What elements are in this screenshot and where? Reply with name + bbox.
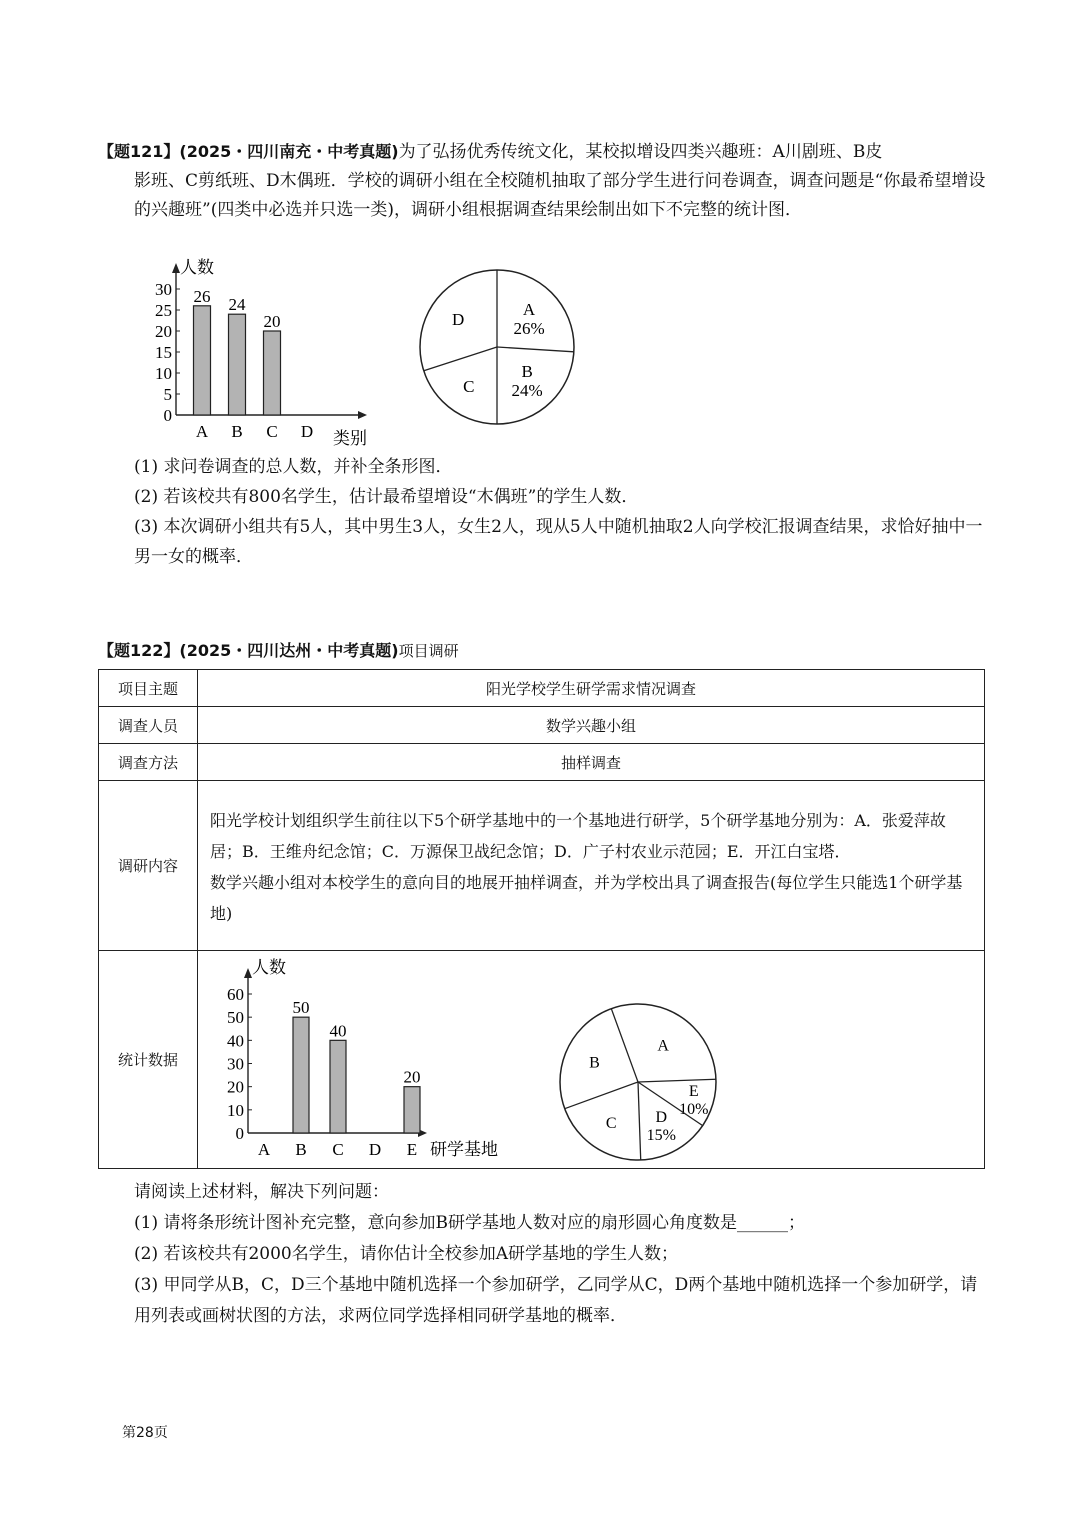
table-row <box>99 744 985 781</box>
q121-bar-y-tick-label: 20 <box>155 322 172 341</box>
table-label-method: 调查方法 <box>99 744 198 781</box>
q122-bar-bar-B <box>293 1017 309 1133</box>
q122-bar-x-label: 研学基地 <box>430 1140 498 1160</box>
q122-bar-y-tick-label: 20 <box>227 1077 244 1097</box>
table-row <box>99 670 985 707</box>
q122-bar-y-label: 人数 <box>252 958 286 978</box>
q122-bar-x-tick-label: B <box>295 1140 307 1159</box>
q121-bar-y-arrow <box>172 263 180 273</box>
q121-bar-chart <box>140 255 380 450</box>
q121-bar-y-label: 人数 <box>180 258 214 278</box>
table-label-topic: 项目主题 <box>99 670 198 707</box>
table-value-surveyors: 数学兴趣小组 <box>198 707 985 744</box>
question-121-header: 【题121】(2025・四川南充・中考真题) <box>98 142 399 161</box>
table-row <box>99 707 985 744</box>
question-121-stem-line1: 为了弘扬优秀传统文化，某校拟增设四类兴趣班：A川剧班、B皮 <box>398 142 883 162</box>
table-value-content <box>198 781 985 951</box>
q122-pie-slice-label-B: B <box>589 1054 600 1072</box>
q121-bar-x-tick-label: D <box>300 422 314 441</box>
question-122 <box>98 636 986 666</box>
q122-bar-data-label-E: 20 <box>403 1067 421 1087</box>
table-label-content: 调研内容 <box>99 781 198 951</box>
q122-bar-chart <box>220 955 510 1163</box>
q122-pie-slice-pct-E: 10% <box>679 1100 709 1118</box>
q122-pie-slice-label-E: E <box>688 1082 699 1100</box>
q121-bar-data-label-A: 26 <box>193 286 211 306</box>
question-121-stem-rest: 影班、C剪纸班、D木偶班．学校的调研小组在全校随机抽取了部分学生进行问卷调查，调查问题是“你最希望增设的兴趣班”(四类中必选并只选一类)，调研小组根据调查结果绘制出如下不完整的统计图． <box>134 171 986 220</box>
q122-question-3: (3) 甲同学从B，C，D三个基地中随机选择一个参加研学，乙同学从C，D两个基地中随机选择一个参加研学，请用列表或画树状图的方法，求两位同学选择相同研学基地的概率． <box>134 1275 978 1326</box>
q121-bar-bar-B <box>229 314 246 415</box>
page-number: 第28页 <box>122 1425 168 1441</box>
q122-bar-y-tick-label: 30 <box>227 1054 244 1074</box>
content-paragraph-2: 数学兴趣小组对本校学生的意向目的地展开抽样调查，并为学校出具了调查报告(每位学生只能选1个研学基地) <box>210 872 963 923</box>
q121-bar-x-tick-label: C <box>266 422 278 441</box>
q122-bar-x-tick-label: E <box>406 1140 418 1159</box>
q122-bar-y-tick-label: 40 <box>227 1031 244 1051</box>
q122-bar-x-tick-label: A <box>257 1140 271 1159</box>
q121-question-3: (3) 本次调研小组共有5人，其中男生3人，女生2人，现从5人中随机抽取2人向学校汇报调查结果，求恰好抽中一男一女的概率． <box>134 517 983 567</box>
q122-bar-y-tick-label: 0 <box>235 1124 244 1143</box>
q121-bar-x-tick-label: A <box>195 422 209 441</box>
q121-bar-y-tick-label: 15 <box>155 343 172 362</box>
q121-pie-chart-plot <box>420 270 574 424</box>
q122-bar-y-tick-label: 60 <box>227 985 244 1004</box>
q122-questions <box>134 1177 994 1332</box>
q121-pie-slice-label-B: B <box>521 362 533 382</box>
q122-bar-data-label-B: 50 <box>292 998 310 1018</box>
q122-question-1: (1) 请将条形统计图补充完整，意向参加B研学基地人数对应的扇形圆心角度数是______； <box>134 1213 805 1233</box>
question-121-stem <box>98 137 986 167</box>
q122-bar-y-tick-label: 50 <box>227 1008 244 1028</box>
q121-question-1: (1) 求问卷调查的总人数，并补全条形图． <box>134 457 453 477</box>
q121-pie-slice-label-D: D <box>452 309 465 329</box>
q122-bar-x-tick-label: D <box>368 1140 382 1159</box>
q122-pie-slice-label-D: D <box>655 1108 668 1126</box>
q121-bar-y-tick-label: 30 <box>155 280 172 299</box>
table-label-surveyors: 调查人员 <box>99 707 198 744</box>
q122-bar-chart-plot <box>227 958 498 1160</box>
q121-bar-data-label-B: 24 <box>228 295 246 315</box>
q121-bar-x-arrow <box>358 411 367 419</box>
q121-bar-bar-A <box>194 306 211 415</box>
q121-pie-slice-label-C: C <box>463 376 475 396</box>
q121-bar-y-tick-label: 10 <box>155 364 172 383</box>
q121-bar-y-tick-label: 5 <box>163 385 172 404</box>
q122-bar-y-tick-label: 10 <box>227 1100 244 1120</box>
q121-pie-slice-pct-A: 26% <box>513 318 545 338</box>
q121-bar-data-label-C: 20 <box>263 312 281 331</box>
q122-pie-slice-label-C: C <box>605 1114 617 1132</box>
q122-pie-slice-pct-D: 15% <box>646 1126 676 1144</box>
question-122-header: 【题122】(2025・四川达州・中考真题) <box>98 641 399 660</box>
table-value-method: 抽样调查 <box>198 744 985 781</box>
q121-questions <box>134 452 994 572</box>
q121-bar-chart-plot <box>155 258 367 449</box>
q121-pie-chart <box>416 266 578 428</box>
q122-question-2: (2) 若该校共有2000名学生，请你估计全校参加A研学基地的学生人数； <box>134 1244 679 1264</box>
q122-bar-x-tick-label: C <box>332 1140 344 1159</box>
table-value-topic: 阳光学校学生研学需求情况调查 <box>198 670 985 707</box>
question-122-header-tail: 项目调研 <box>398 642 459 660</box>
q121-bar-y-tick-label: 25 <box>155 301 172 320</box>
q121-bar-x-tick-label: B <box>231 422 243 441</box>
q121-pie-slice-label-A: A <box>522 299 536 319</box>
q121-bar-x-label: 类别 <box>333 429 367 449</box>
content-paragraph-1: 阳光学校计划组织学生前往以下5个研学基地中的一个基地进行研学，5个研学基地分别为：A．张爱萍故居；B．王维舟纪念馆；C．万源保卫战纪念馆；D．广子村农业示范园；E．开江白宝塔． <box>210 810 946 861</box>
q122-pie-slice-label-A: A <box>657 1037 669 1055</box>
q122-bar-y-arrow <box>244 968 252 978</box>
table-label-stats: 统计数据 <box>99 951 198 1169</box>
q121-bar-bar-C <box>264 331 281 415</box>
question-121 <box>98 137 986 225</box>
q121-question-2: (2) 若该校共有800名学生，估计最希望增设“木偶班”的学生人数． <box>134 487 639 507</box>
q122-bar-bar-C <box>330 1040 346 1133</box>
q122-intro: 请阅读上述材料，解决下列问题： <box>134 1182 389 1202</box>
q122-bar-data-label-C: 40 <box>329 1021 347 1041</box>
q121-bar-y-tick-label: 0 <box>163 406 172 425</box>
q122-pie-chart-plot <box>560 1004 716 1160</box>
q122-pie-chart <box>556 1000 720 1164</box>
q122-bar-bar-E <box>404 1087 420 1133</box>
table-row <box>99 781 985 951</box>
q121-pie-slice-pct-B: 24% <box>511 381 543 401</box>
